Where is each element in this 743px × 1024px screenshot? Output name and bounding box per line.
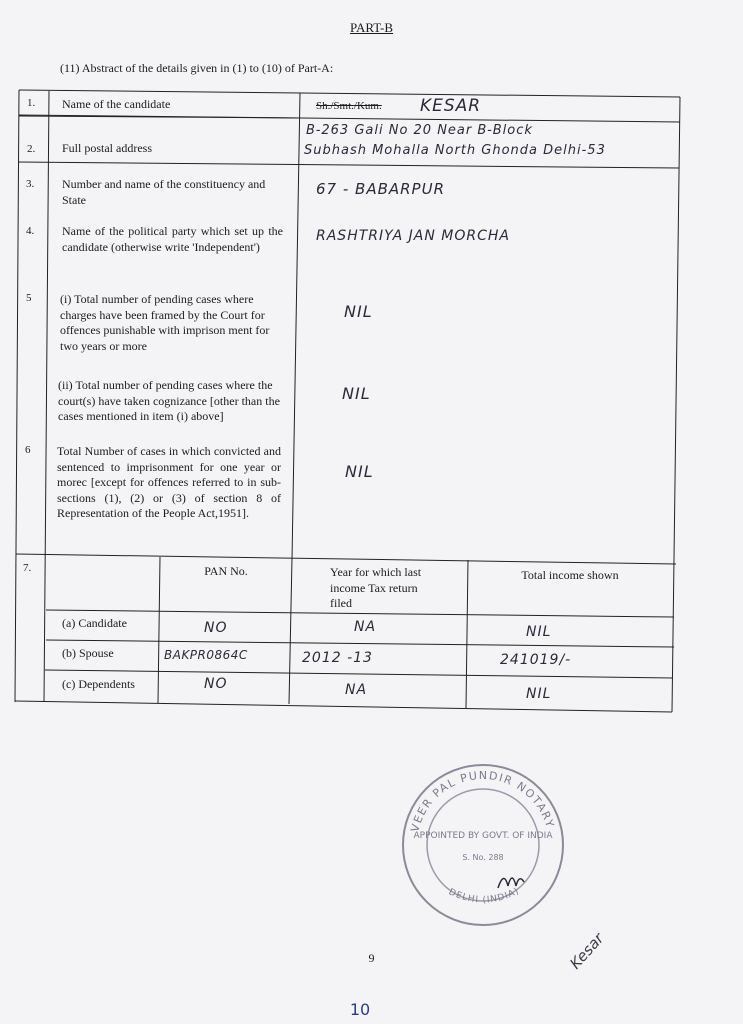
stamp-outer-text: VEER PAL PUNDIR NOTARY — [408, 768, 557, 834]
dependents-return-year: NA — [345, 682, 368, 698]
label-candidate: (a) Candidate — [62, 616, 127, 630]
stamp-reg-text: S. No. 288 — [462, 853, 504, 862]
address-line-2: Subhash Mohalla North Ghonda Delhi-53 — [304, 143, 606, 158]
row-number: 7. — [23, 562, 32, 574]
label-pending-cases-cognizance: (ii) Total number of pending cases where the court(s) have taken cognizance [other than the cases mentioned in item (i) above] — [58, 378, 280, 423]
page-number: 9 — [368, 951, 375, 965]
row-number: 4. — [26, 225, 35, 237]
stamp-inner-text: APPOINTED BY GOVT. OF INDIA — [413, 831, 553, 841]
label-political-party: Name of the political party which set up the candidate (otherwise write 'Independent') — [62, 224, 283, 254]
label-postal-address: Full postal address — [62, 141, 152, 155]
spouse-return-year: 2012 -13 — [302, 650, 373, 666]
stamp-bottom-text: DELHI (INDIA) — [446, 886, 522, 906]
row-number: 1. — [27, 97, 36, 109]
row-number: 3. — [26, 178, 35, 190]
row-number: 5 — [26, 292, 32, 304]
header-pan: PAN No. — [204, 564, 248, 578]
label-candidate-name: Name of the candidate — [62, 97, 171, 111]
address-line-1: B-263 Gali No 20 Near B-Block — [306, 123, 533, 138]
candidate-income: NIL — [526, 624, 552, 640]
candidate-pan: NO — [204, 620, 228, 636]
row-number: 6 — [25, 444, 31, 456]
label-pending-cases-charges: (i) Total number of pending cases where charges have been framed by the Court for offences punishable with imprison ment for two years or more — [60, 292, 270, 353]
spouse-income: 241019/- — [500, 652, 572, 668]
label-constituency: Number and name of the constituency and State — [62, 177, 266, 207]
pending-cases-cognizance-value: NIL — [342, 384, 371, 403]
row-number: 2. — [27, 143, 36, 155]
convicted-cases-value: NIL — [345, 462, 374, 481]
dependents-pan: NO — [204, 676, 228, 692]
constituency-value: 67 - BABARPUR — [316, 180, 446, 198]
part-b-heading: PART-B — [349, 20, 394, 35]
label-convicted-cases: Total Number of cases in which convicted and sentenced to imprisonment for one year or morec [except for offences referred to in sub-sections (1), (2) or (3) of section 8 of Representation of the People Act,1951]. — [57, 444, 281, 520]
candidate-name-value: KESAR — [420, 96, 482, 116]
abstract-line: (11) Abstract of the details given in (1) to (10) of Part-A: — [60, 61, 334, 75]
signature: Kesar — [566, 929, 608, 973]
svg-text:DELHI (INDIA) — [447, 886, 521, 905]
handwritten-page-number: 10 — [349, 1000, 371, 1019]
pending-cases-charges-value: NIL — [344, 302, 373, 321]
political-party-value: RASHTRIYA JAN MORCHA — [316, 228, 510, 244]
header-return-year: Year for which last income Tax return filed — [330, 565, 422, 610]
notary-stamp — [398, 760, 568, 930]
salutation-prefix: Sh./Smt./Kum. — [316, 100, 382, 112]
label-spouse: (b) Spouse — [62, 646, 114, 660]
header-total-income: Total income shown — [521, 568, 619, 582]
candidate-return-year: NA — [354, 619, 377, 635]
dependents-income: NIL — [526, 686, 552, 702]
spouse-pan: BAKPR0864C — [164, 648, 248, 662]
label-dependents: (c) Dependents — [62, 677, 135, 691]
